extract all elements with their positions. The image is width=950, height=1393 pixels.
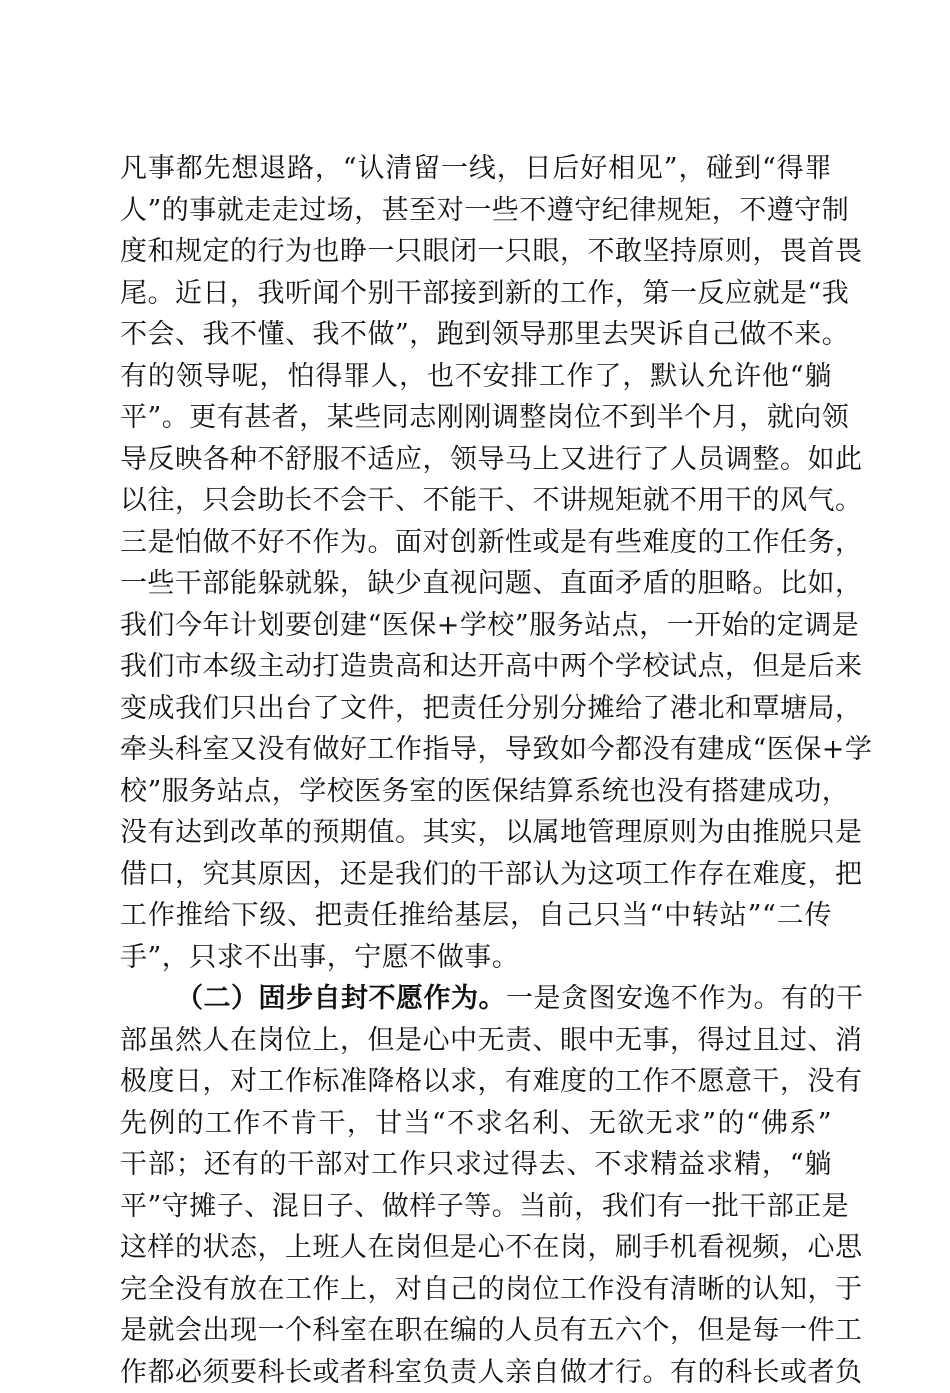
text-line: 部虽然人在岗位上，但是心中无责、眼中无事，得过且过、消 bbox=[120, 1020, 832, 1062]
text-line: 变成我们只出台了文件，把责任分别分摊给了港北和覃塘局， bbox=[120, 688, 832, 730]
section-first-line bbox=[120, 978, 832, 1020]
text-line: 极度日，对工作标准降格以求，有难度的工作不愿意干，没有 bbox=[120, 1061, 832, 1103]
text-line: 尾。近日，我听闻个别干部接到新的工作，第一反应就是“我 bbox=[120, 273, 832, 315]
text-line: 干部；还有的干部对工作只求过得去、不求精益求精，“躺 bbox=[120, 1144, 832, 1186]
text-line: 三是怕做不好不作为。面对创新性或是有些难度的工作任务， bbox=[120, 522, 832, 564]
text-line: 不会、我不懂、我不做”，跑到领导那里去哭诉自己做不来。 bbox=[120, 314, 832, 356]
text-line: 以往，只会助长不会干、不能干、不讲规矩就不用干的风气。 bbox=[120, 480, 832, 522]
body-text bbox=[120, 148, 832, 1393]
text-line: 度和规定的行为也睁一只眼闭一只眼，不敢坚持原则，畏首畏 bbox=[120, 231, 832, 273]
text-line: 手”，只求不出事，宁愿不做事。 bbox=[120, 937, 832, 979]
text-line: 人”的事就走走过场，甚至对一些不遵守纪律规矩，不遵守制 bbox=[120, 190, 832, 232]
text-line: 这样的状态，上班人在岗但是心不在岗，刷手机看视频，心思 bbox=[120, 1227, 832, 1269]
text-line: 没有达到改革的预期值。其实，以属地管理原则为由推脱只是 bbox=[120, 812, 832, 854]
text-line: 借口，究其原因，还是我们的干部认为这项工作存在难度，把 bbox=[120, 854, 832, 896]
text-line: 校”服务站点，学校医务室的医保结算系统也没有搭建成功， bbox=[120, 771, 832, 813]
section-first-line-text: 一是贪图安逸不作为。有的干 bbox=[506, 983, 864, 1014]
text-line: 凡事都先想退路，“认清留一线，日后好相见”，碰到“得罪 bbox=[120, 148, 832, 190]
text-line: 一些干部能躲就躲，缺少直视问题、直面矛盾的胆略。比如， bbox=[120, 563, 832, 605]
text-line: 先例的工作不肯干，甘当“不求名利、无欲无求”的“佛系” bbox=[120, 1103, 832, 1145]
text-line: 完全没有放在工作上，对自己的岗位工作没有清晰的认知，于 bbox=[120, 1269, 832, 1311]
text-line: 工作推给下级、把责任推给基层，自己只当“中转站”“二传 bbox=[120, 895, 832, 937]
text-line: 牵头科室又没有做好工作指导，导致如今都没有建成“医保+学 bbox=[120, 729, 832, 771]
text-line: 平”守摊子、混日子、做样子等。当前，我们有一批干部正是 bbox=[120, 1186, 832, 1228]
section-heading: （二）固步自封不愿作为。 bbox=[176, 983, 506, 1014]
text-line: 平”。更有甚者，某些同志刚刚调整岗位不到半个月，就向领 bbox=[120, 397, 832, 439]
text-line: 我们今年计划要创建“医保+学校”服务站点，一开始的定调是 bbox=[120, 605, 832, 647]
text-line: 作都必须要科长或者科室负责人亲自做才行。有的科长或者负 bbox=[120, 1352, 832, 1393]
text-line: 是就会出现一个科室在职在编的人员有五六个，但是每一件工 bbox=[120, 1310, 832, 1352]
text-line: 我们市本级主动打造贵高和达开高中两个学校试点，但是后来 bbox=[120, 646, 832, 688]
text-line: 导反映各种不舒服不适应，领导马上又进行了人员调整。如此 bbox=[120, 439, 832, 481]
text-line: 有的领导呢，怕得罪人，也不安排工作了，默认允许他“躺 bbox=[120, 356, 832, 398]
